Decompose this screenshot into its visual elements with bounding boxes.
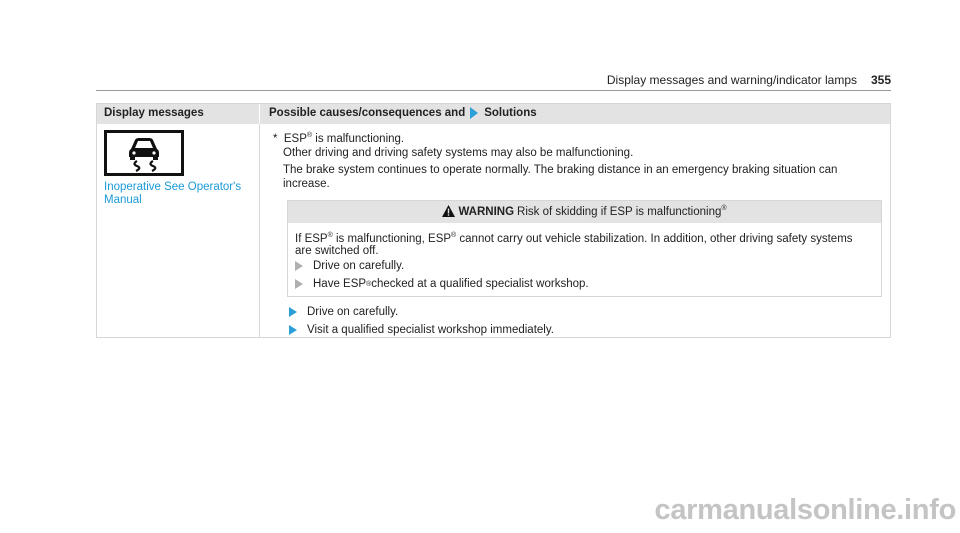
registered-mark: ®: [327, 232, 333, 239]
warning-label: WARNING: [458, 206, 515, 218]
cause-line-1: [273, 129, 404, 146]
play-arrow-icon: [289, 325, 297, 335]
table-header-row: [97, 104, 890, 124]
play-arrow-icon: [289, 307, 297, 317]
esp-skid-car-icon: [104, 130, 184, 176]
footnote-star: *: [273, 133, 278, 145]
watermark: carmanualsonline.info: [654, 494, 956, 526]
warning-bullet-2: [295, 278, 589, 290]
column-header-causes-solutions: [269, 107, 537, 119]
warning-bullet-2-text-b: checked at a qualified specialist workshop.: [371, 278, 589, 290]
solution-step-2-text: Visit a qualified specialist workshop immediately.: [307, 324, 554, 336]
bullet-arrow-icon: [295, 261, 303, 271]
registered-mark: ®: [366, 280, 372, 288]
warning-body-part-c: cannot carry out vehicle stabilization. In addition, other driving safety systems: [456, 233, 853, 245]
column-divider: [259, 124, 260, 337]
warning-triangle-icon: [442, 205, 455, 220]
esp-label: ESP: [283, 133, 307, 145]
registered-mark: ®: [306, 132, 313, 139]
warning-body-line-2: are switched off.: [295, 245, 379, 257]
display-message-table: [96, 103, 891, 338]
cause-line-1-text: is malfunctioning.: [312, 133, 405, 145]
warning-body: [295, 230, 853, 257]
warning-header: [288, 201, 881, 223]
header-divider: [259, 104, 260, 124]
solutions-header-label: Solutions: [484, 107, 537, 119]
solution-step-2: [289, 324, 554, 336]
bullet-arrow-icon: [295, 279, 303, 289]
warning-body-part-b: is malfunctioning, ESP: [332, 233, 452, 245]
display-message-text: Inoperative See Operator's Manual: [104, 181, 242, 206]
registered-mark: ®: [451, 232, 457, 239]
solution-step-1: [289, 306, 398, 318]
cause-line-3: The brake system continues to operate normally. The braking distance in an emergency braking situation can: [283, 164, 838, 176]
page-header: [96, 72, 891, 91]
warning-bullet-1-text: Drive on carefully.: [313, 260, 405, 272]
cause-line-4: increase.: [283, 178, 330, 190]
page-number: 355: [870, 73, 891, 87]
registered-mark: ®: [721, 205, 727, 212]
warning-body-line-1: [295, 230, 853, 245]
causes-header-label: Possible causes/consequences and: [269, 107, 466, 119]
warning-title: [288, 205, 881, 220]
column-header-display-messages: Display messages: [104, 107, 204, 119]
cause-line-2: Other driving and driving safety systems may also be malfunctioning.: [283, 147, 634, 159]
play-arrow-icon: [470, 107, 478, 119]
warning-title-text: Risk of skidding if ESP is malfunctioning: [517, 206, 722, 218]
solution-step-1-text: Drive on carefully.: [307, 306, 399, 318]
warning-bullet-1: [295, 260, 404, 272]
page-header-title: Display messages and warning/indicator lamps: [606, 73, 857, 87]
warning-bullet-2-text-a: Have ESP: [313, 278, 367, 290]
warning-body-part-a: If ESP: [295, 233, 328, 245]
warning-box: [287, 200, 882, 297]
